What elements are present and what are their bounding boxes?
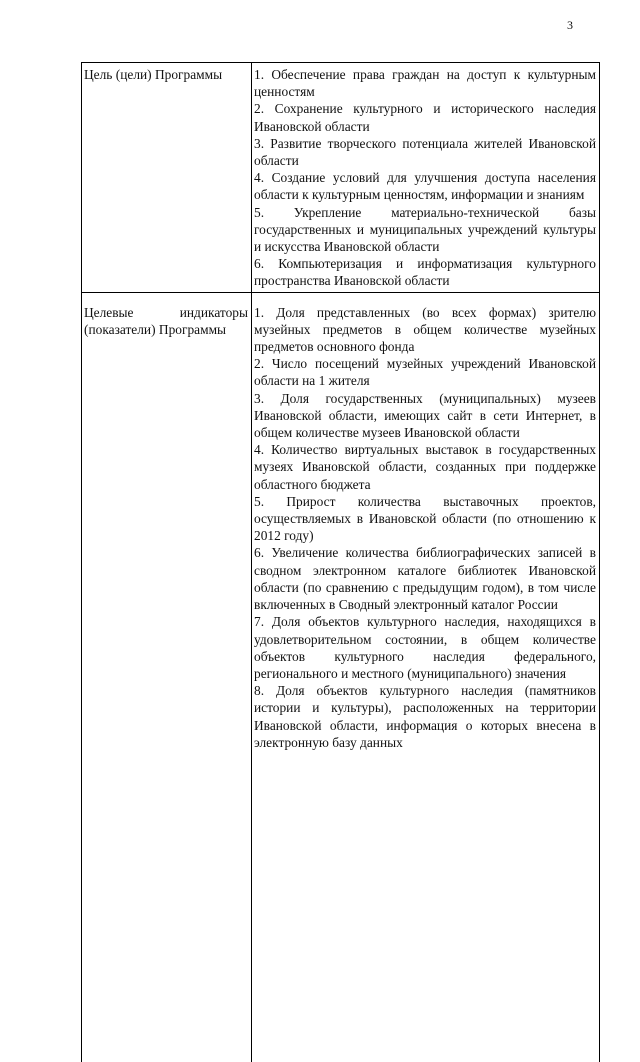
row-value-cell (252, 292, 600, 1062)
list-item: 8. Доля объектов культурного наследия (памятников истории и культуры), расположенных на территории Ивановской области, информация о которых внесена в электронную базу данных (254, 683, 596, 750)
row-label-goals: Цель (цели) Программы (84, 67, 223, 82)
table-row-goals (82, 63, 600, 293)
list-item: 2. Число посещений музейных учреждений Ивановской области на 1 жителя (254, 356, 596, 389)
list-item: 4. Количество виртуальных выставок в государственных музеях Ивановской области, созданных при поддержке областного бюджета (254, 442, 596, 492)
list-item: 5. Укрепление материально-технической базы государственных и муниципальных учреждений культуры и искусства Ивановской области (254, 204, 596, 255)
list-item: 1. Доля представленных (во всех формах) зрителю музейных предметов в общем количестве музейных предметов основного фонда (254, 304, 596, 355)
list-item: 2. Сохранение культурного и исторического наследия Ивановской области (254, 101, 596, 134)
list-item: 3. Доля государственных (муниципальных) музеев Ивановской области, имеющих сайт в сети Интернет, в общем количестве музеев Ивановской области (254, 390, 596, 441)
list-item: 3. Развитие творческого потенциала жителей Ивановской области (254, 135, 596, 169)
list-item: 6. Увеличение количества библиографических записей в сводном электронном каталоге библиотек Ивановской области (по сравнению с предыдущим годом), в том числе включенных в Сводный электронный каталог России (254, 545, 596, 613)
list-item: 6. Компьютеризация и информатизация культурного пространства Ивановской области (254, 256, 596, 289)
list-item: 7. Доля объектов культурного наследия, находящихся в удовлетворительном состоянии, в общем количестве объектов культурного наследия федерального, регионального и местного (муниципального) значения (254, 614, 596, 681)
row-label-cell (82, 292, 252, 1062)
program-passport-table (81, 62, 600, 1062)
list-item: 4. Создание условий для улучшения доступа населения области к культурным ценностям, информации и знаниям (254, 170, 596, 203)
list-item: 5. Прирост количества выставочных проектов, осуществляемых в Ивановской области (по отношению к 2012 году) (254, 493, 596, 544)
row-label-indicators: Целевые индикаторы (показатели) Программы (84, 304, 248, 337)
row-label-cell (82, 63, 252, 293)
table-row-indicators (82, 292, 600, 1062)
row-value-cell (252, 63, 600, 293)
page-number: 3 (567, 18, 573, 32)
list-item: 1. Обеспечение права граждан на доступ к культурным ценностям (254, 67, 596, 100)
